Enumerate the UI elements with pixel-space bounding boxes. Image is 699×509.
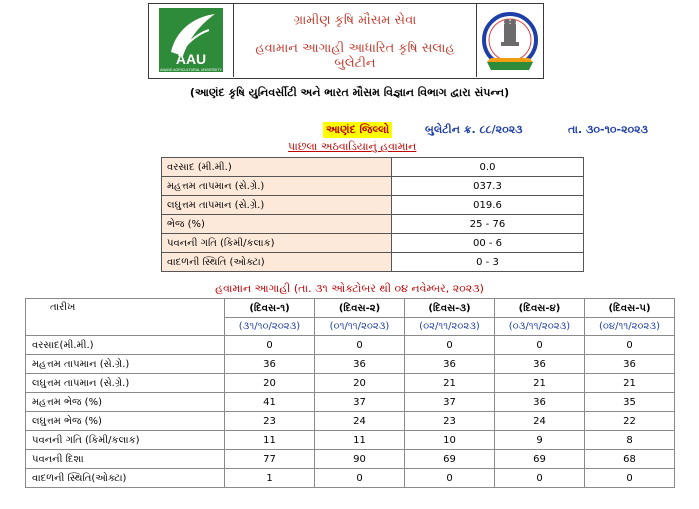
district-label: આણંદ જિલ્લો: [323, 122, 392, 138]
cell-value: 21: [495, 374, 585, 393]
logo-caption: ANAND AGRICULTURAL UNIVERSITY: [160, 68, 222, 72]
cell-value: 21: [405, 374, 495, 393]
forecast-heading: હવામાન આગાહી (તા. ૩૧ ઓક્ટોબર થી ૦૪ નવેમ્બર, ૨૦૨૩): [215, 282, 484, 295]
row-label: ભેજ (%): [162, 215, 392, 234]
table-row: [26, 469, 675, 488]
date-header: (૦૪/૧૧/૨૦૨૩): [585, 318, 675, 336]
past-weather-heading: પાછલા અઠવાડિયાનું હવામાન: [288, 140, 417, 153]
day-header: (દિવસ-૫): [585, 299, 675, 318]
table-row: [26, 336, 675, 355]
day-header: (દિવસ-૨): [315, 299, 405, 318]
row-label: મહત્તમ ભેજ (%): [26, 393, 225, 412]
cell-value: 24: [315, 412, 405, 431]
cell-value: 90: [315, 450, 405, 469]
cell-value: 37: [315, 393, 405, 412]
date-column-header: તારીખ: [26, 299, 225, 336]
header-box: [148, 3, 544, 79]
row-label: વાદળની સ્થિતિ (ઓક્ટા): [162, 253, 392, 272]
table-row: [26, 393, 675, 412]
table-row: [162, 177, 584, 196]
table-row: [162, 253, 584, 272]
bulletin-number: બુલેટીન ક્ર. ૮૮/૨૦૨૩: [425, 123, 523, 136]
cell-value: 22: [585, 412, 675, 431]
cell-value: 36: [315, 355, 405, 374]
cell-value: 37: [405, 393, 495, 412]
cell-value: 23: [225, 412, 315, 431]
row-value: 0.0: [392, 158, 584, 177]
cell-value: 21: [585, 374, 675, 393]
row-label: પવનની ગતિ (કિમી/કલાક): [162, 234, 392, 253]
cell-value: 41: [225, 393, 315, 412]
cell-value: 36: [495, 355, 585, 374]
cell-value: 0: [585, 469, 675, 488]
cell-value: 0: [225, 336, 315, 355]
row-label: પવનની દિશા: [26, 450, 225, 469]
date-header: (૦૩/૧૧/૨૦૨૩): [495, 318, 585, 336]
row-label: વાદળની સ્થિતિ(ઓક્ટા): [26, 469, 225, 488]
logo-text: AAU: [175, 51, 207, 67]
cell-value: 0: [405, 336, 495, 355]
table-row: [26, 355, 675, 374]
table-row: [162, 196, 584, 215]
row-value: 019.6: [392, 196, 584, 215]
cell-value: 36: [495, 393, 585, 412]
cell-value: 69: [495, 450, 585, 469]
cell-value: 11: [225, 431, 315, 450]
cell-value: 1: [225, 469, 315, 488]
aau-logo: [149, 4, 234, 77]
table-row: [162, 215, 584, 234]
day-header: (દિવસ-૪): [495, 299, 585, 318]
forecast-day-header-row: [26, 299, 675, 318]
row-label: લઘુત્તમ તાપમાન (સે.ગ્રે.): [162, 196, 392, 215]
cell-value: 0: [495, 336, 585, 355]
table-row: [26, 431, 675, 450]
cell-value: 35: [585, 393, 675, 412]
day-header: (દિવસ-૧): [225, 299, 315, 318]
table-row: [162, 234, 584, 253]
cell-value: 11: [315, 431, 405, 450]
row-value: 0 - 3: [392, 253, 584, 272]
cell-value: 0: [585, 336, 675, 355]
cell-value: 8: [585, 431, 675, 450]
cell-value: 36: [405, 355, 495, 374]
cell-value: 9: [495, 431, 585, 450]
date-header: (૩૧/૧૦/૨૦૨૩): [225, 318, 315, 336]
forecast-table: [25, 298, 675, 488]
row-label: લઘુત્તમ તાપમાન (સે.ગ્રે.): [26, 374, 225, 393]
bulletin-name: હવામાન આગાહી આધારિત કૃષિ સલાહ બુલેટીન: [255, 41, 455, 71]
row-label: પવનની ગતિ (કિમી/કલાક): [26, 431, 225, 450]
row-label: મહત્તમ તાપમાન (સે.ગ્રે.): [162, 177, 392, 196]
cell-value: 24: [495, 412, 585, 431]
row-label: મહત્તમ તાપમાન (સે.ગ્રે.): [26, 355, 225, 374]
cell-value: 36: [225, 355, 315, 374]
table-row: [26, 374, 675, 393]
cell-value: 0: [495, 469, 585, 488]
day-header: (દિવસ-૩): [405, 299, 495, 318]
cell-value: 23: [405, 412, 495, 431]
row-value: 037.3: [392, 177, 584, 196]
bulletin-date: તા. ૩૦-૧૦-૨૦૨૩: [568, 123, 648, 136]
cell-value: 68: [585, 450, 675, 469]
row-label: વરસાદ (મી.મી.): [162, 158, 392, 177]
row-label: લઘુત્તમ ભેજ (%): [26, 412, 225, 431]
row-value: 00 - 6: [392, 234, 584, 253]
cell-value: 0: [315, 469, 405, 488]
past-weather-table: [161, 157, 584, 272]
table-row: [26, 450, 675, 469]
row-label: વરસાદ(મી.મી.): [26, 336, 225, 355]
cell-value: 0: [405, 469, 495, 488]
cell-value: 77: [225, 450, 315, 469]
cell-value: 20: [315, 374, 405, 393]
cell-value: 36: [585, 355, 675, 374]
table-row: [26, 412, 675, 431]
cell-value: 0: [315, 336, 405, 355]
cell-value: 10: [405, 431, 495, 450]
date-header: (૦૨/૧૧/૨૦૨૩): [405, 318, 495, 336]
date-header: (૦૧/૧૧/૨૦૨૩): [315, 318, 405, 336]
cell-value: 20: [225, 374, 315, 393]
cell-value: 69: [405, 450, 495, 469]
table-row: [162, 158, 584, 177]
subtitle: (આણંદ કૃષિ યુનિવર્સીટી અને ભારત મૌસમ વિજ્ઞાન વિભાગ દ્વારા સંપન્ન): [189, 86, 510, 99]
org-name: ગ્રામીણ કૃષિ મૌસમ સેવા: [293, 13, 417, 28]
row-value: 25 - 76: [392, 215, 584, 234]
imd-emblem-icon: [476, 4, 543, 77]
